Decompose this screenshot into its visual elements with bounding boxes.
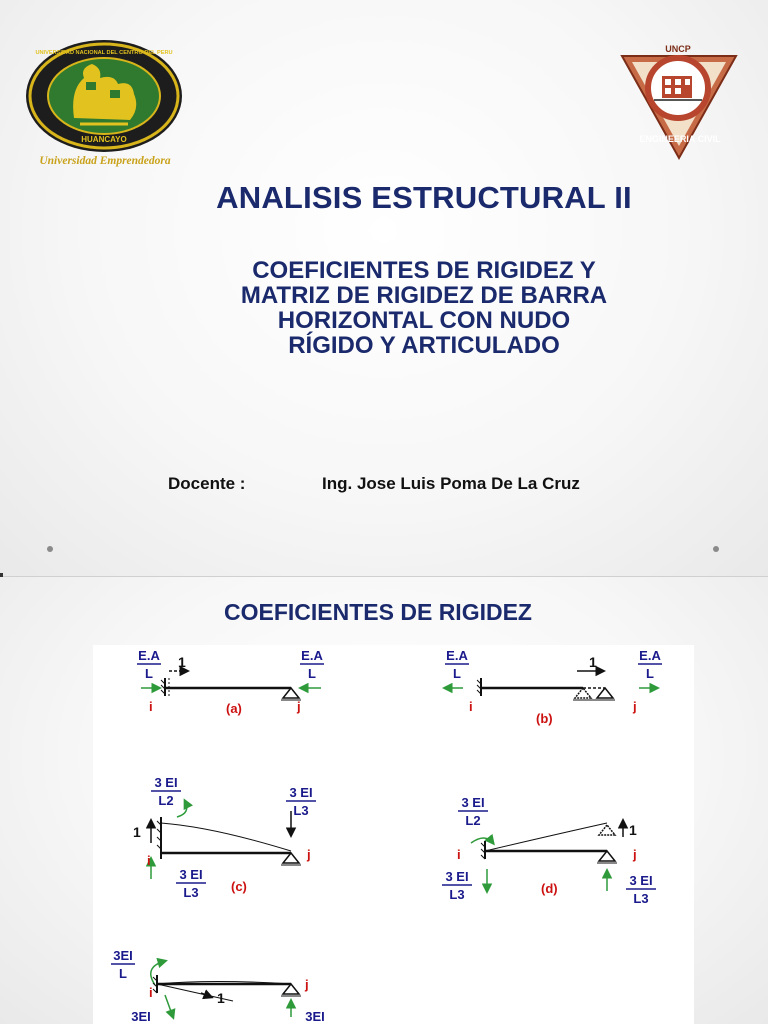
diagram-b-unit: 1 bbox=[589, 654, 597, 670]
node-i-label: i bbox=[147, 853, 151, 868]
pin-support bbox=[283, 853, 299, 863]
emblem-arc-text: ENGINEERIA CIVIL bbox=[639, 134, 721, 144]
diagram-c bbox=[133, 775, 316, 900]
seal-caption: Universidad Emprendedora bbox=[39, 155, 171, 167]
node-j-label: j bbox=[307, 847, 311, 862]
pin-support-original bbox=[575, 688, 591, 698]
diagram-c-caption: (c) bbox=[231, 879, 247, 894]
node-i-label: i bbox=[469, 699, 473, 714]
docente-label: Docente : bbox=[168, 474, 246, 493]
diagram-c-bottom-num: 3 EI bbox=[179, 867, 203, 882]
diagram-d-caption: (d) bbox=[541, 881, 558, 896]
page-title: ANALISIS ESTRUCTURAL II bbox=[216, 180, 632, 215]
slide-dot-right bbox=[713, 546, 719, 552]
diagram-e-right-num: 3EI bbox=[305, 1009, 325, 1024]
diagram-d-left-den: L3 bbox=[449, 887, 465, 902]
diagram-b-left-num: E.A bbox=[446, 648, 468, 663]
docente-name: Ing. Jose Luis Poma De La Cruz bbox=[322, 474, 580, 493]
pin-support bbox=[599, 851, 615, 861]
seal-ring-text: UNIVERSIDAD NACIONAL DEL CENTRO DEL PERU bbox=[35, 50, 173, 56]
diagram-d-moment-den: L2 bbox=[465, 813, 481, 828]
node-j-label: j bbox=[633, 699, 637, 714]
subtitle-line: HORIZONTAL CON NUDO bbox=[277, 307, 571, 334]
diagram-c-bottom-den: L3 bbox=[183, 885, 199, 900]
diagram-c-unit: 1 bbox=[133, 824, 141, 840]
force-arrow-down bbox=[165, 995, 173, 1017]
deflected-shape bbox=[161, 823, 291, 851]
node-i-label: i bbox=[149, 699, 153, 714]
page-subtitle bbox=[200, 258, 648, 358]
pin-support bbox=[597, 688, 613, 698]
node-i-label: i bbox=[457, 847, 461, 862]
diagram-b-right-num: E.A bbox=[639, 648, 661, 663]
subtitle-line: MATRIZ DE RIGIDEZ DE BARRA bbox=[240, 282, 608, 309]
diagram-d bbox=[442, 795, 656, 906]
diagram-c-top-num: 3 EI bbox=[289, 785, 313, 800]
moment-arrow bbox=[177, 801, 187, 817]
diagram-e-unit: 1 bbox=[217, 990, 225, 1006]
diagram-e-moment-den: L bbox=[119, 966, 127, 981]
diagram-a-left-den: L bbox=[145, 666, 153, 681]
node-j-label: j bbox=[297, 699, 301, 714]
diagram-a-right-den: L bbox=[308, 666, 316, 681]
subtitle-line: RÍGIDO Y ARTICULADO bbox=[288, 332, 560, 359]
diagram-e bbox=[111, 948, 325, 1024]
diagram-b-left-den: L bbox=[453, 666, 461, 681]
deflected-shape bbox=[485, 823, 607, 851]
diagram-c-top-den: L3 bbox=[293, 803, 309, 818]
diagram-b-right-den: L bbox=[646, 666, 654, 681]
emblem-top-text: UNCP bbox=[665, 44, 691, 54]
diagram-e-moment-num: 3EI bbox=[113, 948, 133, 963]
seal-city-text: HUANCAYO bbox=[81, 135, 127, 144]
diagram-d-right-den: L3 bbox=[633, 891, 649, 906]
diagram-c-moment-num: 3 EI bbox=[154, 775, 178, 790]
diagram-c-moment-den: L2 bbox=[158, 793, 174, 808]
university-seal-logo bbox=[22, 38, 188, 168]
diagram-a-unit: 1 bbox=[178, 654, 186, 670]
coefficients-slide bbox=[0, 577, 768, 1024]
diagram-a-left-num: E.A bbox=[138, 648, 160, 663]
diagram-d-moment-num: 3 EI bbox=[461, 795, 485, 810]
diagram-d-left-num: 3 EI bbox=[445, 869, 469, 884]
diagram-d-right-num: 3 EI bbox=[629, 873, 653, 888]
diagram-d-unit: 1 bbox=[629, 822, 637, 838]
diagram-b bbox=[445, 648, 662, 726]
slide-dot-left bbox=[47, 546, 53, 552]
section-title: COEFICIENTES DE RIGIDEZ bbox=[224, 599, 532, 625]
node-i-label: i bbox=[149, 985, 153, 1000]
diagram-b-caption: (b) bbox=[536, 711, 553, 726]
diagram-a bbox=[137, 648, 324, 716]
stiffness-diagrams-panel bbox=[93, 645, 694, 1024]
node-j-label: j bbox=[305, 977, 309, 992]
subtitle-line: COEFICIENTES DE RIGIDEZ Y bbox=[252, 257, 596, 284]
diagram-a-caption: (a) bbox=[226, 701, 242, 716]
pin-support bbox=[283, 688, 299, 698]
pin-support bbox=[283, 984, 299, 994]
faculty-emblem-logo bbox=[618, 42, 740, 162]
pin-support-displaced bbox=[599, 825, 615, 835]
diagram-e-left-num: 3EI bbox=[131, 1009, 151, 1024]
diagram-a-right-num: E.A bbox=[301, 648, 323, 663]
node-j-label: j bbox=[633, 847, 637, 862]
moment-arrow bbox=[471, 838, 493, 843]
